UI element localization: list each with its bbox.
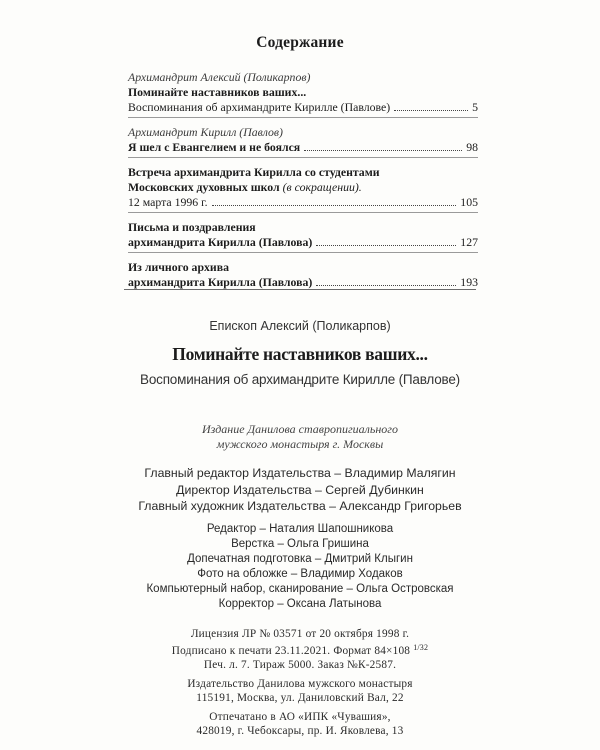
- dot-leader: [304, 150, 462, 151]
- toc-entry-line: [128, 195, 478, 210]
- dot-leader: [316, 285, 456, 286]
- dot-leader: [316, 245, 456, 246]
- toc-entry-title-2: [128, 180, 478, 195]
- publisher-line: Издание Данилова ставропигиального: [202, 422, 398, 436]
- staff-line: Верстка – Ольга Гришина: [231, 538, 369, 550]
- toc-title: Содержание: [256, 34, 344, 51]
- print-line: Печ. л. 7. Тираж 5000. Заказ №К-2587.: [203, 659, 397, 671]
- toc-entry-text: архимандрита Кирилла (Павлова): [128, 275, 313, 289]
- publisher-info: [0, 422, 600, 452]
- toc-entry-text: 12 марта 1996 г.: [128, 195, 208, 209]
- staff-line: Главный редактор Издательства – Владимир Малягин: [144, 466, 456, 480]
- license-line: Лицензия ЛР № 03571 от 20 октября 1998 г.: [190, 628, 410, 640]
- divider: [124, 289, 476, 290]
- signed-text: Подписано к печати 23.11.2021. Формат 84×108: [171, 645, 411, 657]
- toc-entry-title: Письма и поздравления: [128, 220, 256, 234]
- publisher-name: Издательство Данилова мужского монастыря: [187, 678, 413, 690]
- publisher-line: мужского монастыря г. Москвы: [216, 437, 384, 451]
- publisher-address: 115191, Москва, ул. Даниловский Вал, 22: [196, 692, 404, 704]
- staff-line: Редактор – Наталия Шапошникова: [206, 523, 394, 535]
- toc-entry-text: архимандрита Кирилла (Павлова): [128, 235, 313, 249]
- staff-line: Компьютерный набор, сканирование – Ольга Островская: [146, 583, 454, 595]
- table-of-contents: [128, 70, 478, 299]
- toc-entry-title: Я шел с Евангелием и не боялся: [128, 140, 301, 154]
- toc-entry-line: [128, 140, 478, 155]
- toc-entry-line: [128, 235, 478, 250]
- toc-entry-1: [128, 70, 478, 118]
- staff-line: Директор Издательства – Сергей Дубинкин: [176, 482, 424, 497]
- toc-entry-2: [128, 125, 478, 158]
- toc-entry-5: [128, 260, 478, 292]
- staff-other: [0, 522, 600, 612]
- toc-page-number: 193: [460, 275, 478, 289]
- imprint: [0, 627, 600, 738]
- staff-line: Главный художник Издательства – Александр Григорьев: [138, 499, 462, 513]
- staff-line: Корректор – Оксана Латынова: [218, 598, 382, 610]
- toc-entry-text: Воспоминания об архимандрите Кирилле (Павлове): [128, 100, 391, 114]
- signed-line: [0, 641, 600, 658]
- toc-entry-title: Встреча архимандрита Кирилла со студентами: [128, 165, 380, 179]
- toc-entry-title: Из личного архива: [128, 260, 229, 274]
- staff-line: Фото на обложке – Владимир Ходаков: [197, 568, 403, 580]
- book-author: Епископ Алексий (Поликарпов): [209, 319, 391, 333]
- toc-entry-author: Архимандрит Кирилл (Павлов): [128, 125, 283, 139]
- toc-page-number: 98: [466, 140, 478, 154]
- book-title: Поминайте наставников ваших...: [172, 344, 428, 364]
- dot-leader: [212, 205, 457, 206]
- format-fraction: 1/32: [413, 643, 429, 652]
- toc-entry-line: [128, 275, 478, 290]
- staff-main: [0, 465, 600, 515]
- printer-address: 428019, г. Чебоксары, пр. И. Яковлева, 13: [196, 725, 404, 737]
- staff-line: Допечатная подготовка – Дмитрий Клыгин: [187, 553, 413, 565]
- toc-page-number: 5: [472, 100, 478, 114]
- toc-page-number: 105: [460, 195, 478, 209]
- book-subtitle: Воспоминания об архимандрите Кирилле (Павлове): [140, 372, 460, 387]
- toc-entry-title-part: Московских духовных школ: [128, 180, 280, 194]
- printer-name: Отпечатано в АО «ИПК «Чувашия»,: [209, 711, 391, 723]
- toc-entry-3: [128, 165, 478, 213]
- dot-leader: [394, 110, 468, 111]
- toc-entry-line: [128, 100, 478, 115]
- toc-entry-4: [128, 220, 478, 253]
- toc-page-number: 127: [460, 235, 478, 249]
- toc-entry-author: Архимандрит Алексий (Поликарпов): [128, 70, 311, 84]
- toc-entry-note: (в сокращении).: [282, 180, 362, 194]
- toc-entry-title: Поминайте наставников ваших...: [128, 85, 307, 99]
